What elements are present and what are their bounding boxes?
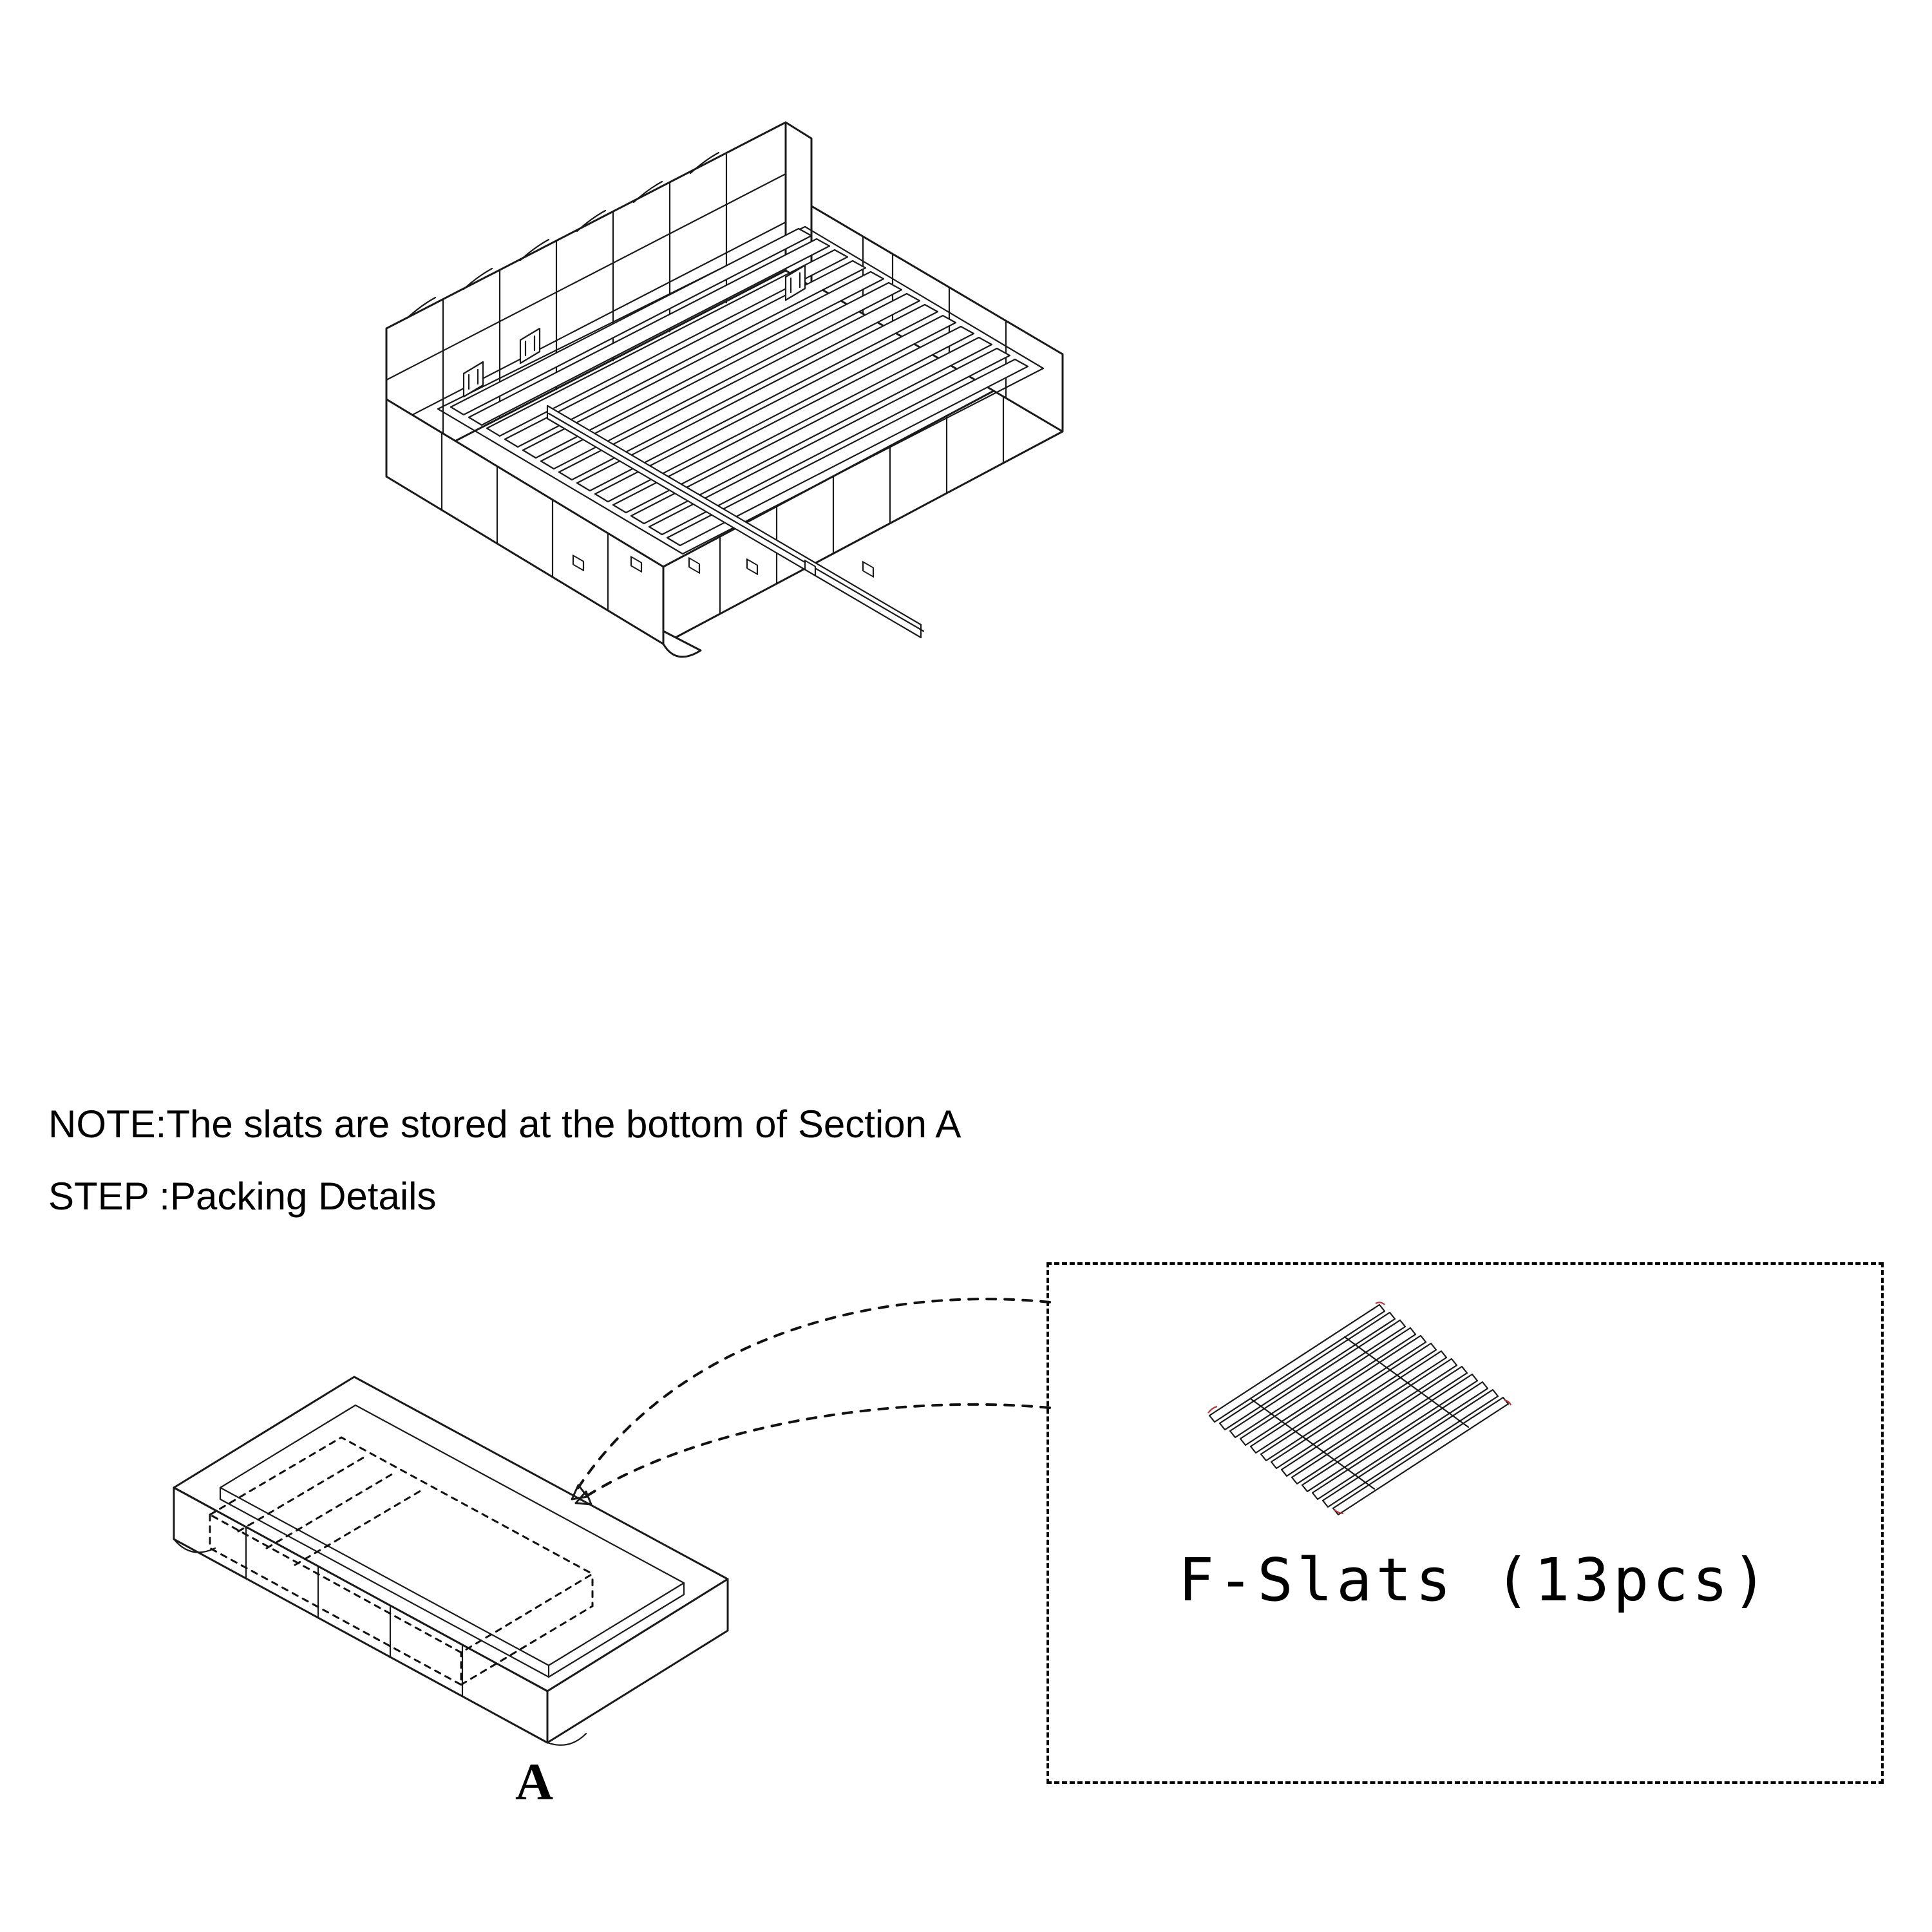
arrows-drawing — [483, 1256, 1095, 1616]
arrow-lower — [576, 1405, 1050, 1504]
note-line-slats: NOTE:The slats are stored at the bottom of Section A — [48, 1103, 961, 1146]
bed-frame-drawing — [361, 116, 1391, 876]
slat-bundle-slats — [1209, 1305, 1508, 1515]
packing-details-area — [0, 1243, 1932, 1887]
callout-arrows — [483, 1256, 1095, 1616]
note-line-step: STEP :Packing Details — [48, 1175, 437, 1218]
notes-block — [48, 1088, 1530, 1233]
part-label-f-slats: F-Slats (13pcs) — [1178, 1546, 1772, 1615]
assembled-bed-illustration — [361, 116, 1391, 876]
slat-bundle-drawing — [1191, 1282, 1591, 1539]
slat-bundle-illustration — [1191, 1282, 1591, 1539]
section-a-label: A — [515, 1752, 554, 1811]
arrow-upper — [572, 1299, 1050, 1499]
